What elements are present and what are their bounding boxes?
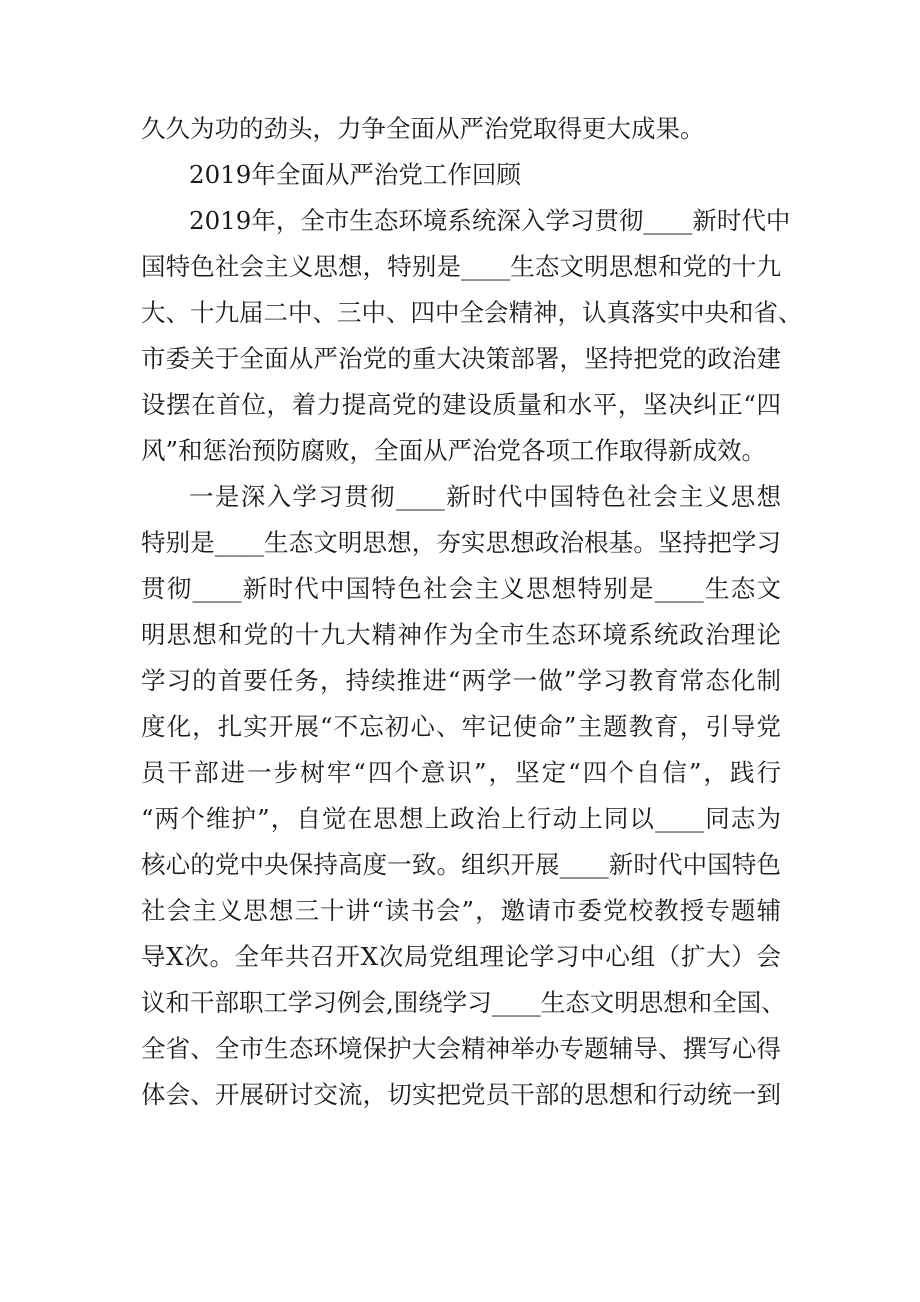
text-line: 贯彻____新时代中国特色社会主义思想特别是____生态文 (141, 574, 781, 603)
text-line: 市委关于全面从严治党的重大决策部署，坚持把党的政治建 (141, 344, 781, 373)
text-line: “两个维护”，自觉在思想上政治上行动上同以____同志为 (141, 804, 781, 833)
text-line: 导X次。全年共召开X次局党组理论学习中心组（扩大）会 (141, 942, 781, 971)
text-line: 核心的党中央保持高度一致。组织开展____新时代中国特色 (141, 850, 781, 879)
body-text (141, 106, 803, 1118)
text-line: 体会、开展研讨交流，切实把党员干部的思想和行动统一到 (141, 1080, 781, 1109)
text-line: 久久为功的劲头，力争全面从严治党取得更大成果。 (141, 114, 705, 143)
text-line: 设摆在首位，着力提高党的建设质量和水平，坚决纠正“四 (141, 390, 781, 419)
text-line: 度化，扎实开展“不忘初心、牢记使命”主题教育，引导党 (141, 712, 781, 741)
text-line: 明思想和党的十九大精神作为全市生态环境系统政治理论 (141, 620, 781, 649)
text-line: 学习的首要任务，持续推进“两学一做”学习教育常态化制 (141, 666, 781, 695)
text-line: 议和干部职工学习例会,围绕学习____生态文明思想和全国、 (141, 988, 786, 1017)
text-line: 特别是____生态文明思想，夯实思想政治根基。坚持把学习 (141, 528, 781, 557)
text-line: 国特色社会主义思想，特别是____生态文明思想和党的十九 (141, 252, 781, 281)
text-line: 大、十九届二中、三中、四中全会精神，认真落实中央和省、 (141, 298, 803, 327)
text-line: 风”和惩治预防腐败，全面从严治党各项工作取得新成效。 (141, 436, 767, 465)
text-line: 一是深入学习贯彻____新时代中国特色社会主义思想 (189, 482, 781, 511)
text-line: 员干部进一步树牢“四个意识”，坚定“四个自信”，践行 (141, 758, 781, 787)
text-line: 全省、全市生态环境保护大会精神举办专题辅导、撰写心得 (141, 1034, 781, 1063)
section-heading: 2019年全面从严治党工作回顾 (189, 160, 521, 189)
text-line: 2019年，全市生态环境系统深入学习贯彻____新时代中 (189, 206, 791, 235)
text-line: 社会主义思想三十讲“读书会”，邀请市委党校教授专题辅 (141, 896, 781, 925)
